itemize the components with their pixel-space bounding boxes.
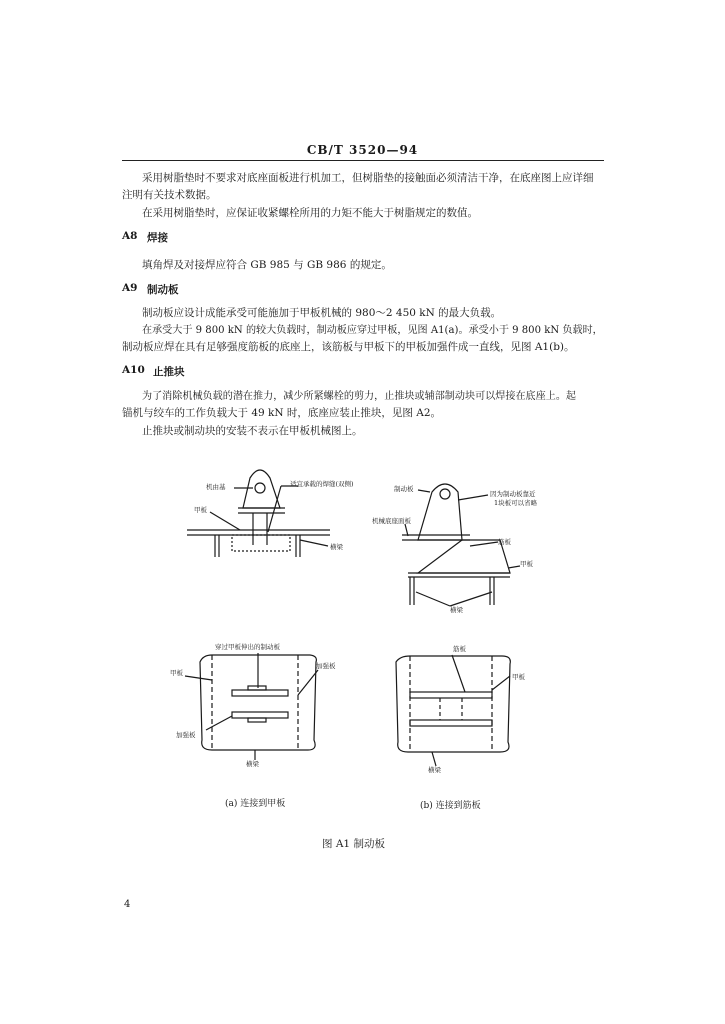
section-a8-title: 焊接 <box>147 232 168 244</box>
section-a8-text: 填角焊及对接焊应符合 GB 985 与 GB 986 的规定。 <box>142 259 392 271</box>
label-b-bot-beam: 横梁 <box>428 766 441 774</box>
section-a8-number: A8 <box>122 230 138 242</box>
label-b-top-beam: 横梁 <box>450 606 463 614</box>
section-a10-number: A10 <box>122 364 145 376</box>
section-a9-line3: 制动板应焊在具有足够强度筋板的底座上，该筋板与甲板下的甲板加强件成一直线，见图 A1(b)。 <box>122 341 575 353</box>
label-b-top-note-2: 1块板可以省略 <box>494 499 538 507</box>
fig-a-plan <box>185 653 318 760</box>
subcaption-b: (b) 连接到筋板 <box>420 801 481 811</box>
page-number: 4 <box>124 899 131 910</box>
label-b-top-deck: 甲板 <box>520 560 533 568</box>
label-b-top-rib: 筋板 <box>498 538 511 546</box>
subcaption-a: (a) 连接到甲板 <box>225 799 286 809</box>
label-a-bot-stiff2: 加强板 <box>176 731 196 739</box>
para1-line2: 注明有关技术数据。 <box>122 189 217 201</box>
label-a-top-weld: 适宜承载的焊缝(双侧) <box>290 480 354 488</box>
para1-line1: 采用树脂垫时不要求对底座面板进行机加工，但树脂垫的接触面必须清洁干净，在底座图上应详细 <box>142 172 594 184</box>
label-b-top-machine: 制动板 <box>394 485 414 493</box>
figure-caption: 图 A1 制动板 <box>322 838 385 850</box>
label-b-top-note-1: 因为制动板靠近 <box>490 490 536 498</box>
label-a-bot-deck: 甲板 <box>170 669 183 677</box>
label-a-top-deck: 甲板 <box>194 506 207 514</box>
section-a9-line2: 在承受大于 9 800 kN 的较大负载时，制动板应穿过甲板，见图 A1(a)。承受小于 9 800 kN 负载时， <box>142 325 603 336</box>
label-a-bot-through: 穿过甲板伸出的制动板 <box>215 643 280 651</box>
document-header-code: CB/T 3520—94 <box>306 143 419 157</box>
section-a9-title: 制动板 <box>147 284 179 296</box>
label-a-top-beam: 横梁 <box>330 543 343 551</box>
section-a9-number: A9 <box>122 282 138 294</box>
section-a10-line3: 止推块或制动块的安装不表示在甲板机械图上。 <box>142 425 363 437</box>
label-a-bot-beam: 横梁 <box>246 760 259 768</box>
para2: 在采用树脂垫时，应保证收紧螺栓所用的力矩不能大于树脂规定的数值。 <box>142 207 478 219</box>
label-b-bot-deck: 甲板 <box>512 673 525 681</box>
label-a-top-machine: 机由基 <box>206 483 226 491</box>
label-a-bot-stiff1: 加强板 <box>316 662 336 670</box>
label-b-top-plate: 机械底座面板 <box>372 517 411 525</box>
section-a10-line2: 锚机与绞车的工作负载大于 49 kN 时，底座应装止推块，见图 A2。 <box>122 407 442 419</box>
fig-b-plan <box>396 655 510 766</box>
section-a10-line1: 为了消除机械负载的潜在推力，减少所紧螺栓的剪力，止推块或辅部制动块可以焊接在底座上。起 <box>142 391 577 402</box>
section-a9-line1: 制动板应设计成能承受可能施加于甲板机械的 980～2 450 kN 的最大负载。 <box>142 307 502 319</box>
label-b-bot-rib: 筋板 <box>453 645 466 653</box>
section-a10-title: 止推块 <box>153 366 185 378</box>
